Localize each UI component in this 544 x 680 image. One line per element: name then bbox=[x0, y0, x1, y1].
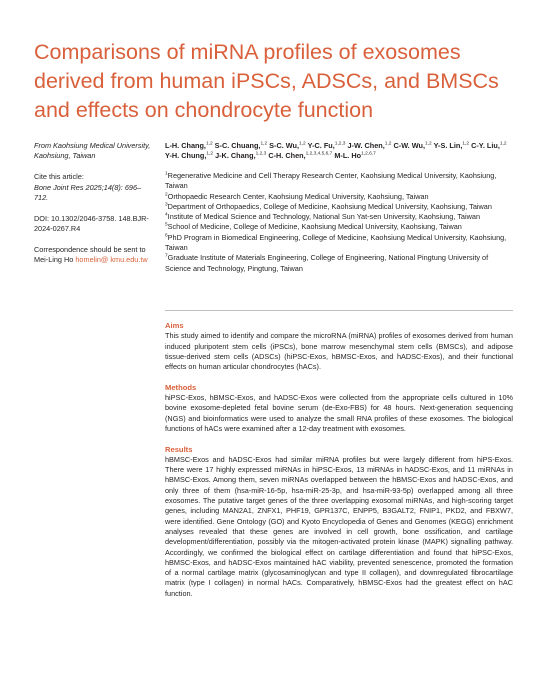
affiliation-item bbox=[165, 212, 513, 222]
doi-text[interactable]: DOI: 10.1302/2046-3758. 148.BJR-2024-0267.R4 bbox=[34, 213, 149, 234]
cite-label: Cite this article: bbox=[34, 172, 84, 182]
affiliation-item bbox=[165, 171, 513, 192]
author-list bbox=[165, 141, 513, 162]
author-name: C-H. Chen,$^{1,2,3,4,5,6,7}$ bbox=[268, 151, 333, 161]
affiliation-item bbox=[165, 222, 513, 232]
author-name: L-H. Chang,$^{1,2}$ bbox=[165, 141, 213, 150]
author-affiliation-marker: 1,2,3 bbox=[334, 141, 346, 147]
author-name: J-W. Chen,$^{1,2}$ bbox=[347, 141, 392, 150]
author-name: M-L. Ho$^{1,2,6,7}$ bbox=[334, 151, 376, 161]
aims-heading: Aims bbox=[165, 321, 184, 330]
author-affiliation-marker: 1,2 bbox=[499, 141, 507, 147]
affiliation-text: PhD Program in Biomedical Engineering, College of Medicine, Kaohsiung Medical University, Kaohsiung, Taiwan bbox=[165, 232, 507, 253]
author-affiliation-marker: 1,2 bbox=[299, 141, 306, 147]
correspondence-email-link[interactable]: homelin@ kmu.edu.tw bbox=[75, 255, 148, 265]
correspondence-text: Correspondence should be sent to Mei-Ling Ho bbox=[34, 245, 146, 265]
affiliation-text: Graduate Institute of Materials Engineering, College of Engineering, National Pingtung University of Science and Technology, Pingtung, Taiwan bbox=[165, 253, 489, 273]
affiliation-text: Institute of Medical Science and Technology, National Sun Yat-sen University, Kaohsiung, Taiwan bbox=[167, 212, 480, 222]
affiliation-text: Department of Orthopaedics, College of Medicine, Kaohsiung Medical University, Kaohsiung, Taiwan bbox=[167, 201, 492, 211]
methods-text: hiPSC-Exos, hBMSC-Exos, and hADSC-Exos were collected from the appropriate cells cultured in 10% bovine exosome-depleted fetal bovine serum (de-Exo-FBS) for 48 hours. Next-generation sequencing (NGS) and bioinformatics were used to analyze the small RNA profiles of these exosomes. The biological functions of hACs were examined after a 12-day treatment with exosomes. bbox=[165, 393, 513, 433]
author-name: C-Y. Liu,$^{1,2}$ bbox=[471, 141, 507, 150]
results-heading: Results bbox=[165, 444, 193, 454]
affiliation-item bbox=[165, 233, 513, 254]
author-affiliation-marker: 1,2 bbox=[205, 141, 213, 147]
author-affiliation-marker: 1,2 bbox=[462, 141, 470, 147]
affiliation-item bbox=[165, 192, 513, 202]
author-affiliation-marker: 1,2 bbox=[384, 141, 392, 147]
aims-text: This study aimed to identify and compare the microRNA (miRNA) profiles of exosomes derived from human induced pluripotent stem cells (iPSCs), bone marrow mesenchymal stem cells (BMSCs), and adipose tissue-derived stem cells (ADSCs) (hiPSC-Exos, hBMSC-Exos, and hADSC-Exos), and their functional effects on human articular chondrocytes (hACs). bbox=[165, 331, 513, 372]
article-title: Comparisons of miRNA profiles of exosomes derived from human iPSCs, ADSCs, and BMSCs and effects on chondrocyte function bbox=[34, 40, 499, 122]
methods-heading: Methods bbox=[165, 382, 197, 392]
affiliation-number: 4 bbox=[165, 212, 168, 218]
section-divider bbox=[165, 310, 513, 311]
sidebar-affiliation: From Kaohsiung Medical University, Kaohsiung, Taiwan bbox=[34, 141, 151, 161]
affiliation-number: 6 bbox=[165, 233, 168, 239]
affiliation-number: 5 bbox=[165, 223, 168, 229]
citation-text: Bone Joint Res 2025;14(8): 696–712. bbox=[34, 182, 142, 203]
correspondence-block bbox=[34, 245, 152, 266]
results-text: hBMSC-Exos and hADSC-Exos had similar miRNA profiles but were largely different from hiPS-Exos. There were 17 highly expressed miRNAs in hiPSC-Exos, 13 miRNAs in hADSC-Exos, and 11 miRNAs in hBMSC-Exos. Among them, seven miRNAs overlapped between the hBMSC-Exos and hADSC-Exos, and only three of them (hsa-miR-16-5p, hsa-miR-25-3p, and hsa-miR-93-5p) overlapped among all three exosomes. The putative target genes of the three overlapping exosomal miRNAs, and high-scoring target genes, including MAN2A1, ZNFX1, PHF19, GPR137C, ENPP5, B3GALT2, FNIP1, PKD2, and FBXW7, were identified. Gene Ontology (GO) and Kyoto Encyclopedia of Genes and Genomes (KEGG) enrichment analyses revealed that these genes are involved in cell growth, bone ossification, and cartilage development/differentiation, possibly via the mitogen-activated protein kinase (MAPK) signalling pathway. Accordingly, we confirmed the biological effect on cartilage differentiation and found that hiPSC-Exos, hBMSC-Exos, and hADSC-Exos maintained hAC viability, prevented senescence, promoted the formation of a normal cartilage matrix (glycosaminoglycan and type II collagen), and downregulated fibrocartilage matrix (type I collagen) in normal hACs. Comparatively, hBMSC-Exos had the greatest effect on hAC function. bbox=[165, 454, 513, 598]
author-name: C-W. Wu,$^{1,2}$ bbox=[393, 141, 432, 150]
author-name: Y-H. Chung,$^{1,2}$ bbox=[165, 151, 214, 161]
affiliation-number: 3 bbox=[165, 202, 168, 208]
affiliation-number: 2 bbox=[165, 192, 168, 198]
abstract bbox=[165, 321, 513, 609]
article-sidebar bbox=[34, 141, 152, 276]
author-name: J-K. Chang,$^{1,2,3}$ bbox=[215, 151, 267, 161]
affiliation-text: Regenerative Medicine and Cell Therapy Research Center, Kaohsiung Medical University, Kaohsiung, Taiwan bbox=[165, 171, 497, 191]
author-affiliation-marker: 1,2,3,4,5,6,7 bbox=[305, 151, 333, 157]
affiliation-text: School of Medicine, College of Medicine, Kaohsiung Medical University, Kaohsiung, Taiwan bbox=[167, 222, 462, 232]
author-name: S-C. Chuang,$^{1,2}$ bbox=[214, 141, 268, 150]
affiliation-item bbox=[165, 253, 513, 274]
author-name: S-C. Wu,$^{1,2}$ bbox=[269, 141, 306, 150]
author-affiliation-marker: 1,2 bbox=[260, 141, 268, 147]
author-name: Y-C. Fu,$^{1,2,3}$ bbox=[307, 141, 346, 150]
affiliation-list bbox=[165, 171, 513, 274]
author-affiliation-marker: 1,2,6,7 bbox=[361, 151, 376, 157]
sidebar-citation-block bbox=[34, 172, 152, 203]
affiliation-number: 1 bbox=[165, 171, 168, 177]
affiliation-item bbox=[165, 202, 513, 212]
author-affiliation-marker: 1,2 bbox=[424, 141, 432, 147]
affiliation-text: Orthopaedic Research Center, Kaohsiung Medical University, Kaohsiung, Taiwan bbox=[167, 191, 429, 201]
affiliation-number: 7 bbox=[165, 253, 168, 259]
author-name: Y-S. Lin,$^{1,2}$ bbox=[433, 141, 470, 150]
author-affiliation-marker: 1,2 bbox=[206, 151, 214, 157]
author-affiliation-marker: 1,2,3 bbox=[255, 151, 267, 157]
